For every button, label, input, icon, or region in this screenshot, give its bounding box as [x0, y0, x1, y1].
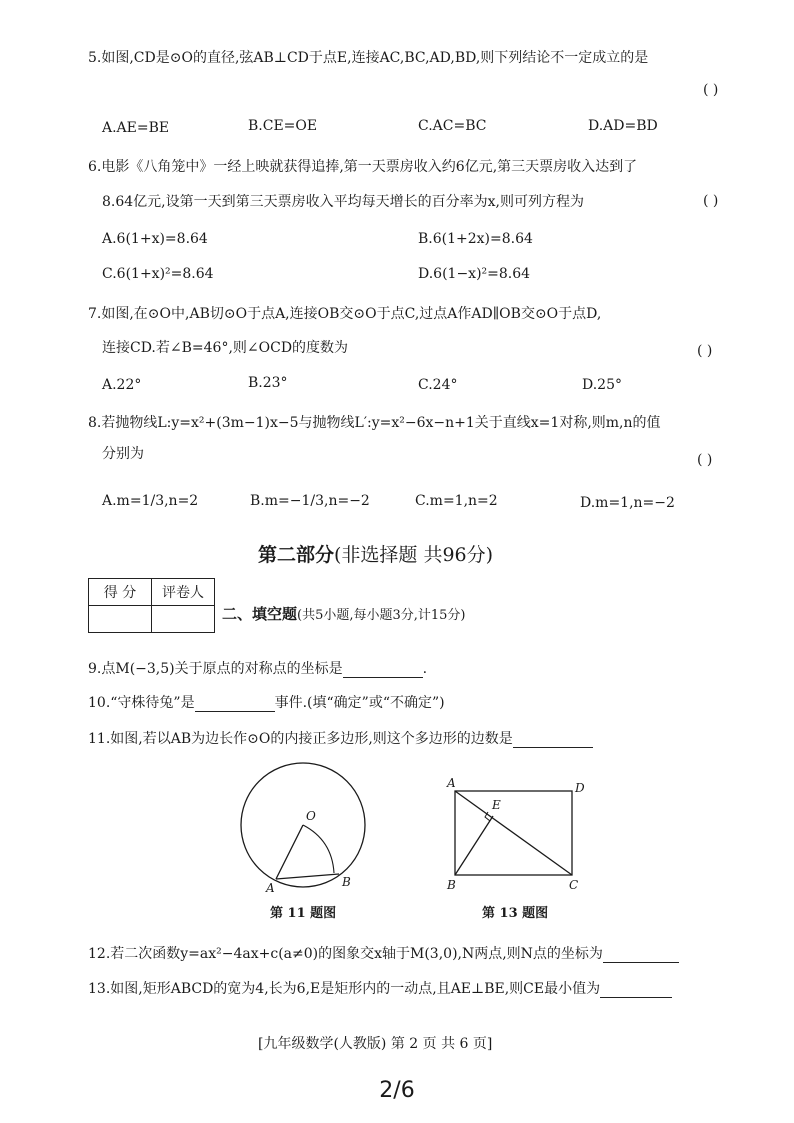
answer-blank[interactable]: [603, 948, 679, 963]
question-11-text: 11.如图,若以AB为边长作⊙O的内接正多边形,则这个多边形的边数是: [88, 731, 513, 747]
answer-blank[interactable]: [600, 983, 672, 998]
question-9: [88, 660, 427, 678]
question-13-text: 13.如图,矩形ABCD的宽为4,长为6,E是矩形内的一动点,且AE⊥BE,则CE最小值为: [88, 981, 601, 997]
part-two-subtitle: (非选择题 共96分): [334, 544, 494, 566]
question-9-text: 9.点M(−3,5)关于原点的对称点的坐标是: [88, 661, 343, 677]
part-two-title: 第二部分: [258, 544, 335, 566]
label-b: B: [342, 875, 351, 889]
answer-blank[interactable]: [195, 697, 275, 712]
option-c: C.24°: [418, 377, 458, 393]
option-a: A.m=1/3,n=2: [102, 493, 199, 509]
label-a: A: [447, 776, 456, 790]
grader-header: 评卷人: [152, 579, 215, 606]
question-12-text: 12.若二次函数y=ax²−4ax+c(a≠0)的图象交x轴于M(3,0),N两点,则N点的坐标为: [88, 946, 603, 962]
answer-paren: ( ): [697, 452, 713, 468]
option-a: A.AE=BE: [102, 120, 170, 136]
option-a: A.6(1+x)=8.64: [102, 231, 208, 247]
label-d: D: [575, 781, 585, 795]
label-b: B: [447, 878, 456, 892]
part-two-heading: [258, 540, 493, 567]
label-o: O: [306, 809, 316, 823]
score-table: [88, 578, 215, 633]
question-10-text-part1: 10.“守株待兔”是: [88, 695, 195, 711]
option-c: C.AC=BC: [418, 118, 487, 134]
score-header: 得 分: [89, 579, 152, 606]
question-13: [88, 980, 672, 998]
question-8-stem-line1: 8.若抛物线L:y=x²+(3m−1)x−5与抛物线L′:y=x²−6x−n+1关于直线x=1对称,则m,n的值: [88, 415, 661, 431]
option-b: B.23°: [248, 375, 288, 391]
label-c: C: [569, 878, 579, 892]
question-8-stem-line2: 分别为: [102, 446, 144, 462]
option-c: C.6(1+x)²=8.64: [102, 266, 214, 282]
figure-13-rectangle-diagram: [445, 775, 585, 895]
question-7-stem-line1: 7.如图,在⊙O中,AB切⊙O于点A,连接OB交⊙O于点C,过点A作AD∥OB交⊙O于点D,: [88, 306, 602, 322]
option-c: C.m=1,n=2: [415, 493, 498, 509]
score-cell[interactable]: [89, 606, 152, 633]
answer-paren: ( ): [703, 82, 719, 98]
option-b: B.CE=OE: [248, 118, 318, 134]
section-heading: [222, 603, 466, 624]
option-d: D.6(1−x)²=8.64: [418, 266, 531, 282]
question-12: [88, 945, 679, 963]
question-10: [88, 694, 445, 712]
answer-paren: ( ): [703, 193, 719, 209]
page-footer: [九年级数学(人教版) 第 2 页 共 6 页]: [258, 1036, 493, 1052]
option-a: A.22°: [102, 377, 142, 393]
figure-13-caption: 第 13 题图: [482, 906, 549, 921]
answer-blank[interactable]: [513, 733, 593, 748]
question-6-stem-line1: 6.电影《八角笼中》一经上映就获得追捧,第一天票房收入约6亿元,第三天票房收入达到了: [88, 159, 638, 175]
option-b: B.m=−1/3,n=−2: [250, 493, 370, 509]
page-indicator: 2/6: [379, 1078, 415, 1103]
option-d: D.25°: [582, 377, 622, 393]
answer-paren: ( ): [697, 343, 713, 359]
question-11: [88, 730, 593, 748]
label-a: A: [266, 881, 275, 895]
question-7-stem-line2: 连接CD.若∠B=46°,则∠OCD的度数为: [102, 340, 349, 356]
option-d: D.m=1,n=−2: [580, 495, 675, 511]
figure-11-caption: 第 11 题图: [270, 906, 337, 921]
answer-blank[interactable]: [343, 663, 423, 678]
grader-cell[interactable]: [152, 606, 215, 633]
question-10-text-part2: 事件.(填“确定”或“不确定”): [274, 695, 445, 711]
section-note: (共5小题,每小题3分,计15分): [297, 608, 466, 623]
option-d: D.AD=BD: [588, 118, 658, 134]
question-6-stem-line2: 8.64亿元,设第一天到第三天票房收入平均每天增长的百分率为x,则可列方程为: [102, 194, 584, 210]
figure-11-circle-diagram: [238, 762, 378, 897]
question-9-end: .: [422, 661, 428, 677]
section-title: 二、填空题: [222, 605, 298, 623]
question-5-stem: 5.如图,CD是⊙O的直径,弦AB⊥CD于点E,连接AC,BC,AD,BD,则下列结论不一定成立的是: [88, 50, 649, 66]
option-b: B.6(1+2x)=8.64: [418, 231, 533, 247]
label-e: E: [492, 798, 501, 812]
